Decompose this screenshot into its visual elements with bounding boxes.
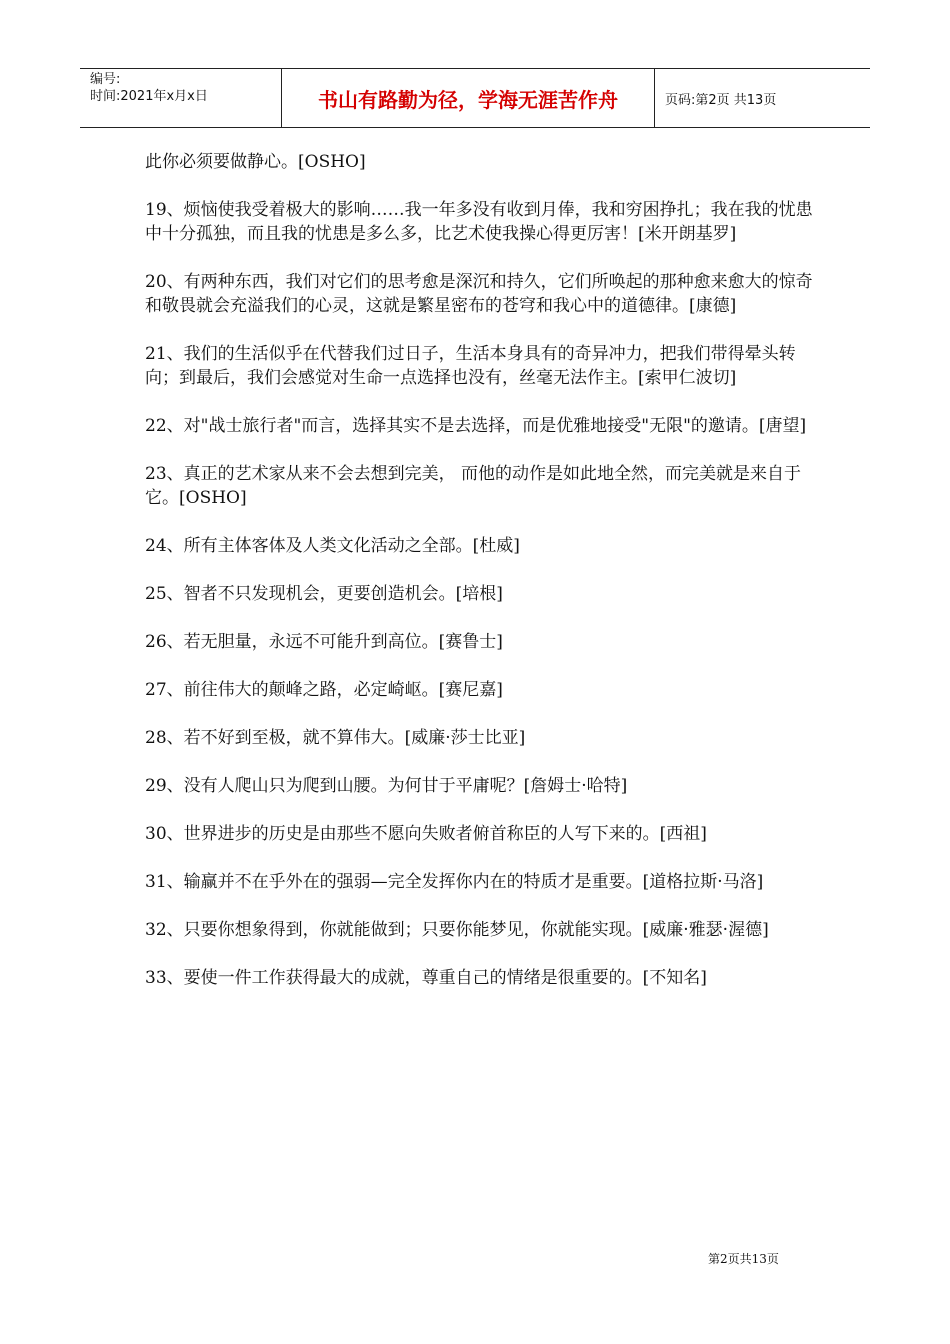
- paragraph: 28、若不好到至极，就不算伟大。[威廉·莎士比亚]: [145, 728, 526, 748]
- document-time-label: 时间:2021年x月x日: [90, 89, 208, 104]
- paragraph: 24、所有主体客体及人类文化活动之全部。[杜威]: [145, 536, 520, 556]
- paragraph: 26、若无胆量，永远不可能升到高位。[赛鲁士]: [145, 632, 503, 652]
- paragraph: 19、烦恼使我受着极大的影响……我一年多没有收到月俸，我和穷困挣扎；我在我的忧患中十分孤独，而且我的忧患是多么多，比艺术使我操心得更厉害！[米开朗基罗]: [145, 200, 813, 244]
- paragraph: 33、要使一件工作获得最大的成就，尊重自己的情绪是很重要的。[不知名]: [145, 968, 707, 988]
- page-footer: 第2页共13页: [708, 1252, 779, 1266]
- document-body: [145, 150, 815, 1014]
- paragraph: 27、前往伟大的颠峰之路，必定崎岖。[赛尼嘉]: [145, 680, 503, 700]
- header-motto: 书山有路勤为径，学海无涯苦作舟: [282, 69, 655, 127]
- header-meta: [80, 69, 282, 127]
- paragraph: 23、真正的艺术家从来不会去想到完美， 而他的动作是如此地全然，而完美就是来自于它。[OSHO]: [145, 464, 802, 508]
- paragraph: 25、智者不只发现机会，更要创造机会。[培根]: [145, 584, 503, 604]
- paragraph: 21、我们的生活似乎在代替我们过日子，生活本身具有的奇异冲力，把我们带得晕头转向；到最后，我们会感觉对生命一点选择也没有，丝毫无法作主。[索甲仁波切]: [145, 344, 796, 388]
- paragraph: 32、只要你想象得到，你就能做到；只要你能梦见，你就能实现。[威廉·雅瑟·渥德]: [145, 920, 769, 940]
- page-header: [80, 68, 870, 128]
- paragraph: 22、对"战士旅行者"而言，选择其实不是去选择，而是优雅地接受"无限"的邀请。[唐望]: [145, 416, 807, 436]
- header-page-info: 页码:第2页 共13页: [665, 92, 777, 108]
- paragraph: 29、没有人爬山只为爬到山腰。为何甘于平庸呢？[詹姆士·哈特]: [145, 776, 628, 796]
- paragraph: 31、输赢并不在乎外在的强弱—完全发挥你内在的特质才是重要。[道格拉斯·马洛]: [145, 872, 764, 892]
- paragraph: 20、有两种东西，我们对它们的思考愈是深沉和持久，它们所唤起的那种愈来愈大的惊奇和敬畏就会充溢我们的心灵，这就是繁星密布的苍穹和我心中的道德律。[康德]: [145, 272, 813, 316]
- paragraph: 此你必须要做静心。[OSHO]: [145, 152, 366, 172]
- paragraph: 30、世界进步的历史是由那些不愿向失败者俯首称臣的人写下来的。[西祖]: [145, 824, 707, 844]
- document-number-label: 编号:: [90, 72, 121, 87]
